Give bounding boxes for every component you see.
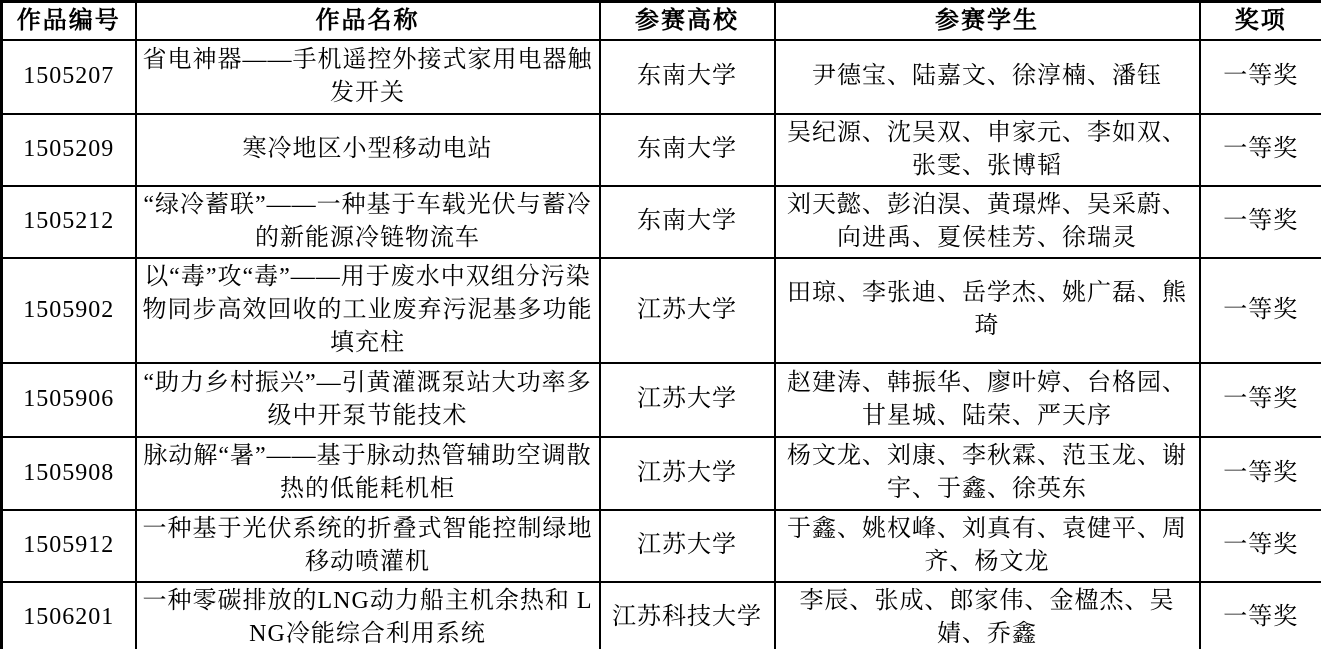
- cell-work-title: 寒冷地区小型移动电站: [136, 114, 600, 186]
- cell-work-id: 1505906: [2, 363, 136, 437]
- table-row: [2, 363, 1321, 437]
- cell-work-title: 一种基于光伏系统的折叠式智能控制绿地移动喷灌机: [136, 510, 600, 582]
- header-work-title: 作品名称: [136, 2, 600, 40]
- cell-award: 一等奖: [1200, 258, 1321, 363]
- header-university: 参赛高校: [600, 2, 775, 40]
- cell-work-title: “助力乡村振兴”—引黄灌溉泵站大功率多级中开泵节能技术: [136, 363, 600, 437]
- cell-work-id: 1505912: [2, 510, 136, 582]
- table-row: [2, 437, 1321, 510]
- cell-work-id: 1505209: [2, 114, 136, 186]
- cell-students: 田琼、李张迪、岳学杰、姚广磊、熊琦: [775, 258, 1200, 363]
- cell-work-id: 1506201: [2, 582, 136, 649]
- cell-work-id: 1505207: [2, 40, 136, 114]
- cell-students: 李辰、张成、郎家伟、金楹杰、吴婧、乔鑫: [775, 582, 1200, 649]
- cell-university: 江苏大学: [600, 510, 775, 582]
- cell-students: 赵建涛、韩振华、廖叶婷、台格园、甘星城、陆荣、严天序: [775, 363, 1200, 437]
- cell-work-title: 脉动解“暑”——基于脉动热管辅助空调散热的低能耗机柜: [136, 437, 600, 510]
- cell-award: 一等奖: [1200, 437, 1321, 510]
- table-header-row: [2, 2, 1321, 40]
- cell-work-id: 1505212: [2, 186, 136, 258]
- cell-students: 于鑫、姚权峰、刘真有、袁健平、周齐、杨文龙: [775, 510, 1200, 582]
- cell-work-id: 1505902: [2, 258, 136, 363]
- cell-students: 尹德宝、陆嘉文、徐淳楠、潘钰: [775, 40, 1200, 114]
- table-row: [2, 258, 1321, 363]
- cell-university: 东南大学: [600, 186, 775, 258]
- cell-award: 一等奖: [1200, 510, 1321, 582]
- cell-university: 江苏科技大学: [600, 582, 775, 649]
- cell-university: 东南大学: [600, 114, 775, 186]
- cell-work-title: 一种零碳排放的LNG动力船主机余热和 LNG冷能综合利用系统: [136, 582, 600, 649]
- cell-university: 东南大学: [600, 40, 775, 114]
- cell-work-title: “绿冷蓄联”——一种基于车载光伏与蓄冷的新能源冷链物流车: [136, 186, 600, 258]
- cell-award: 一等奖: [1200, 582, 1321, 649]
- cell-students: 吴纪源、沈吴双、申家元、李如双、张雯、张博韬: [775, 114, 1200, 186]
- header-award: 奖项: [1200, 2, 1321, 40]
- cell-students: 杨文龙、刘康、李秋霖、范玉龙、谢宇、于鑫、徐英东: [775, 437, 1200, 510]
- header-work-id: 作品编号: [2, 2, 136, 40]
- table-row: [2, 114, 1321, 186]
- cell-university: 江苏大学: [600, 437, 775, 510]
- cell-work-title: 省电神器——手机遥控外接式家用电器触发开关: [136, 40, 600, 114]
- table-row: [2, 186, 1321, 258]
- cell-work-title: 以“毒”攻“毒”——用于废水中双组分污染物同步高效回收的工业废弃污泥基多功能填充柱: [136, 258, 600, 363]
- cell-award: 一等奖: [1200, 186, 1321, 258]
- table-row: [2, 40, 1321, 114]
- cell-work-id: 1505908: [2, 437, 136, 510]
- cell-students: 刘天懿、彭泊淏、黄璟烨、吴采蔚、向进禹、夏侯桂芳、徐瑞灵: [775, 186, 1200, 258]
- cell-award: 一等奖: [1200, 114, 1321, 186]
- table-row: [2, 510, 1321, 582]
- cell-university: 江苏大学: [600, 363, 775, 437]
- cell-award: 一等奖: [1200, 40, 1321, 114]
- cell-university: 江苏大学: [600, 258, 775, 363]
- header-students: 参赛学生: [775, 2, 1200, 40]
- cell-award: 一等奖: [1200, 363, 1321, 437]
- table-row: [2, 582, 1321, 649]
